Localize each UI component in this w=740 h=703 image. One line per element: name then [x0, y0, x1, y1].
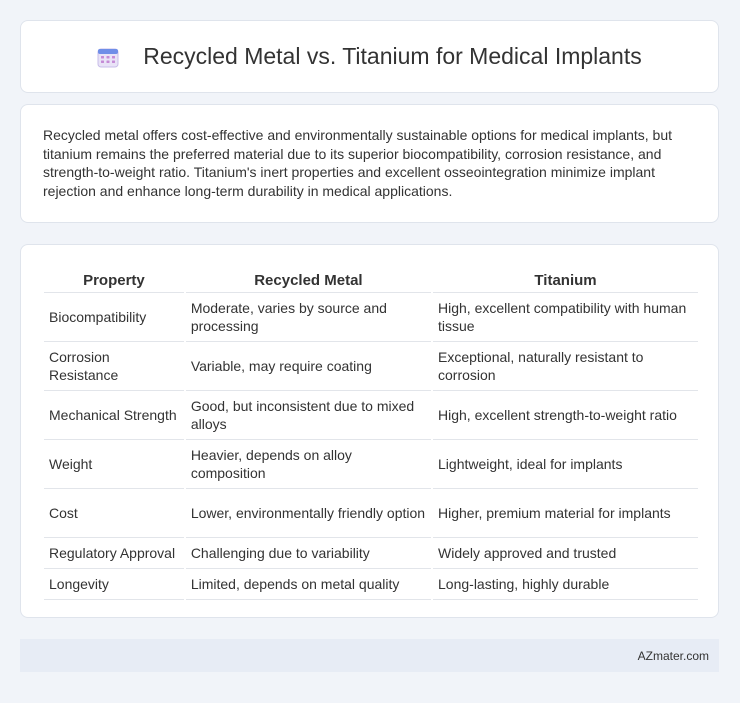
recycled-metal-cell: Variable, may require coating — [186, 342, 431, 391]
property-cell: Regulatory Approval — [44, 538, 184, 569]
property-cell: Mechanical Strength — [44, 391, 184, 440]
titanium-cell: Exceptional, naturally resistant to corrosion — [433, 342, 698, 391]
titanium-cell: Long-lasting, highly durable — [433, 569, 698, 600]
property-cell: Cost — [44, 489, 184, 538]
title-card — [20, 20, 719, 93]
recycled-metal-cell: Limited, depends on metal quality — [186, 569, 431, 600]
table-row — [44, 440, 698, 489]
recycled-metal-cell: Good, but inconsistent due to mixed alloys — [186, 391, 431, 440]
table-row — [44, 538, 698, 569]
recycled-metal-cell: Lower, environmentally friendly option — [186, 489, 431, 538]
property-cell: Corrosion Resistance — [44, 342, 184, 391]
titanium-cell: Higher, premium material for implants — [433, 489, 698, 538]
titanium-cell: Lightweight, ideal for implants — [433, 440, 698, 489]
comparison-table — [42, 267, 700, 600]
column-header-recycled-metal: Recycled Metal — [186, 267, 431, 293]
footer-bar — [20, 639, 719, 672]
calendar-icon — [97, 46, 119, 68]
column-header-titanium: Titanium — [433, 267, 698, 293]
intro-paragraph: Recycled metal offers cost-effective and environmentally sustainable options for medical implants, but titanium remains the preferred material due to its superior biocompatibility, corrosion resistance, and strength-to-weight ratio. Titanium's inert properties and excellent osseointegration minimize implant rejection and enhance long-term durability in medical applications. — [43, 127, 673, 199]
table-row — [44, 391, 698, 440]
table-row — [44, 342, 698, 391]
property-cell: Biocompatibility — [44, 293, 184, 342]
table-row — [44, 489, 698, 538]
titanium-cell: High, excellent compatibility with human tissue — [433, 293, 698, 342]
footer-site-label: AZmater.com — [637, 648, 709, 663]
table-header-row — [44, 267, 698, 293]
intro-card — [20, 104, 719, 223]
property-cell: Weight — [44, 440, 184, 489]
titanium-cell: Widely approved and trusted — [433, 538, 698, 569]
column-header-property: Property — [44, 267, 184, 293]
title-wrap — [97, 43, 642, 70]
comparison-card — [20, 244, 719, 618]
recycled-metal-cell: Challenging due to variability — [186, 538, 431, 569]
table-row — [44, 569, 698, 600]
titanium-cell: High, excellent strength-to-weight ratio — [433, 391, 698, 440]
property-cell: Longevity — [44, 569, 184, 600]
table-row — [44, 293, 698, 342]
page-title: Recycled Metal vs. Titanium for Medical Implants — [143, 43, 642, 69]
recycled-metal-cell: Heavier, depends on alloy composition — [186, 440, 431, 489]
recycled-metal-cell: Moderate, varies by source and processing — [186, 293, 431, 342]
